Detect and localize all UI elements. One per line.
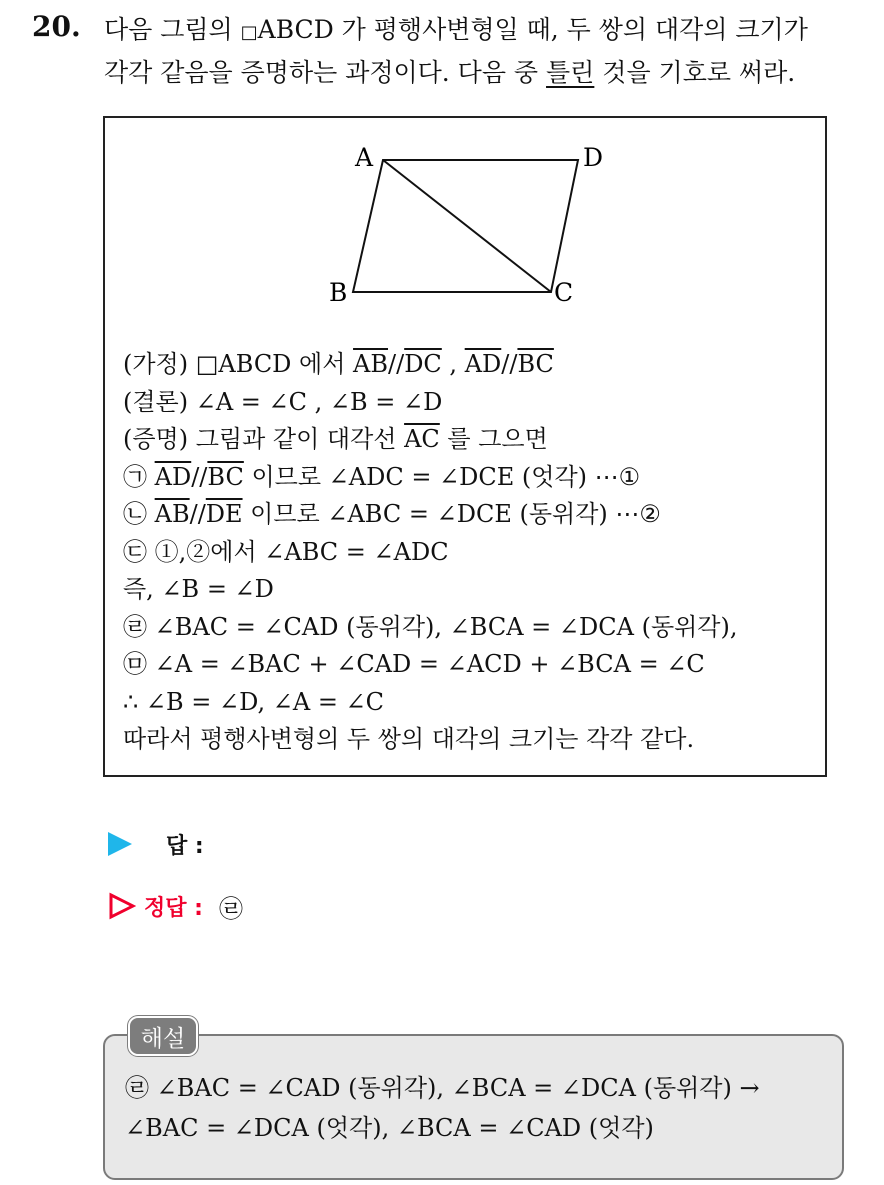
answer-row xyxy=(108,824,204,864)
explanation-text xyxy=(125,1068,760,1148)
segment-bc: $\overline{BC}$ xyxy=(207,462,244,491)
question-line-2-start: 각각 같음을 증명하는 과정이다. 다음 중 xyxy=(104,58,547,87)
segment-ac: $\overline{AC}$ xyxy=(404,425,440,453)
underlined-keyword: 틀린 xyxy=(546,58,595,87)
parallelogram-figure xyxy=(325,138,625,328)
question-line-2-end: 것을 기호로 써라. xyxy=(594,58,796,87)
vertex-label-c: C xyxy=(554,278,574,307)
proof-conclusion: (결론) ∠A = ∠C , ∠B = ∠D xyxy=(123,387,443,416)
explanation-tag: 해설 xyxy=(128,1016,198,1056)
question-number: 20. xyxy=(32,10,81,43)
question-line-1-end: ABCD 가 평행사변형일 때, 두 쌍의 대각의 크기가 xyxy=(257,15,808,44)
play-triangle-icon xyxy=(108,832,132,856)
answer-label: 답 : xyxy=(166,833,204,859)
explanation-box xyxy=(103,1034,844,1180)
proof-hypothesis xyxy=(123,346,738,384)
proof-final: 따라서 평행사변형의 두 쌍의 대각의 크기는 각각 같다. xyxy=(123,725,695,753)
hypothesis-prefix: (가정) □ABCD 에서 xyxy=(123,350,354,378)
proof-step-5: ㉤ ∠A = ∠BAC + ∠CAD = ∠ACD + ∠BCA = ∠C xyxy=(123,650,705,678)
segment-de: $\overline{DE}$ xyxy=(205,500,243,528)
question-line-2 xyxy=(104,53,874,93)
proof-step-4: ㉣ ∠BAC = ∠CAD (동위각), ∠BCA = ∠DCA (동위각), xyxy=(123,612,738,641)
question-text xyxy=(104,10,874,93)
question-line-1-start: 다음 그림의 xyxy=(104,15,241,44)
proof-start-prefix: (증명) 그림과 같이 대각선 xyxy=(123,425,405,453)
step-text: 이므로 ∠ABC = ∠DCE (동위각) ⋯② xyxy=(242,500,661,528)
solution-row xyxy=(108,886,243,926)
comma: , xyxy=(441,350,465,378)
diagonal-ac xyxy=(383,160,551,292)
proof-step-3b: 즉, ∠B = ∠D xyxy=(123,575,274,603)
step-marker: ㉠ xyxy=(123,462,155,491)
step-marker: ㉡ xyxy=(123,500,155,528)
proof-step-2 xyxy=(123,496,738,534)
parallel-sign: // xyxy=(501,350,518,378)
proof-therefore: ∴ ∠B = ∠D, ∠A = ∠C xyxy=(123,687,385,716)
vertex-label-a: A xyxy=(355,143,374,172)
explanation-line-1: ㉣ ∠BAC = ∠CAD (동위각), ∠BCA = ∠DCA (동위각) → xyxy=(125,1074,760,1102)
explanation-line-2: ∠BAC = ∠DCA (엇각), ∠BCA = ∠CAD (엇각) xyxy=(125,1114,654,1142)
parallel-sign: // xyxy=(189,500,206,528)
segment-dc: $\overline{DC}$ xyxy=(404,350,442,378)
question-line-1 xyxy=(104,10,874,53)
parallel-sign: // xyxy=(388,350,405,378)
parallel-sign: // xyxy=(191,462,208,491)
proof-step-1 xyxy=(123,459,738,497)
segment-ab: $\overline{AB}$ xyxy=(154,500,190,528)
proof-start xyxy=(123,421,738,459)
square-symbol: □ xyxy=(240,22,258,43)
proof-start-suffix: 를 그으면 xyxy=(439,425,548,453)
segment-bc: $\overline{BC}$ xyxy=(517,350,554,378)
segment-ad: $\overline{AD}$ xyxy=(154,462,192,491)
solution-label: 정답 : xyxy=(144,895,203,921)
proof-box xyxy=(103,116,827,777)
step-text: 이므로 ∠ADC = ∠DCE (엇각) ⋯① xyxy=(243,462,641,491)
segment-ab: $\overline{AB}$ xyxy=(353,350,389,378)
outline-triangle-icon xyxy=(108,892,136,920)
solution-value: ㉣ xyxy=(218,894,243,923)
vertex-label-d: D xyxy=(583,143,604,172)
segment-ad: $\overline{AD}$ xyxy=(464,350,502,378)
proof-text xyxy=(123,346,738,759)
proof-step-3: ㉢ ①,②에서 ∠ABC = ∠ADC xyxy=(123,537,449,566)
vertex-label-b: B xyxy=(329,278,348,307)
